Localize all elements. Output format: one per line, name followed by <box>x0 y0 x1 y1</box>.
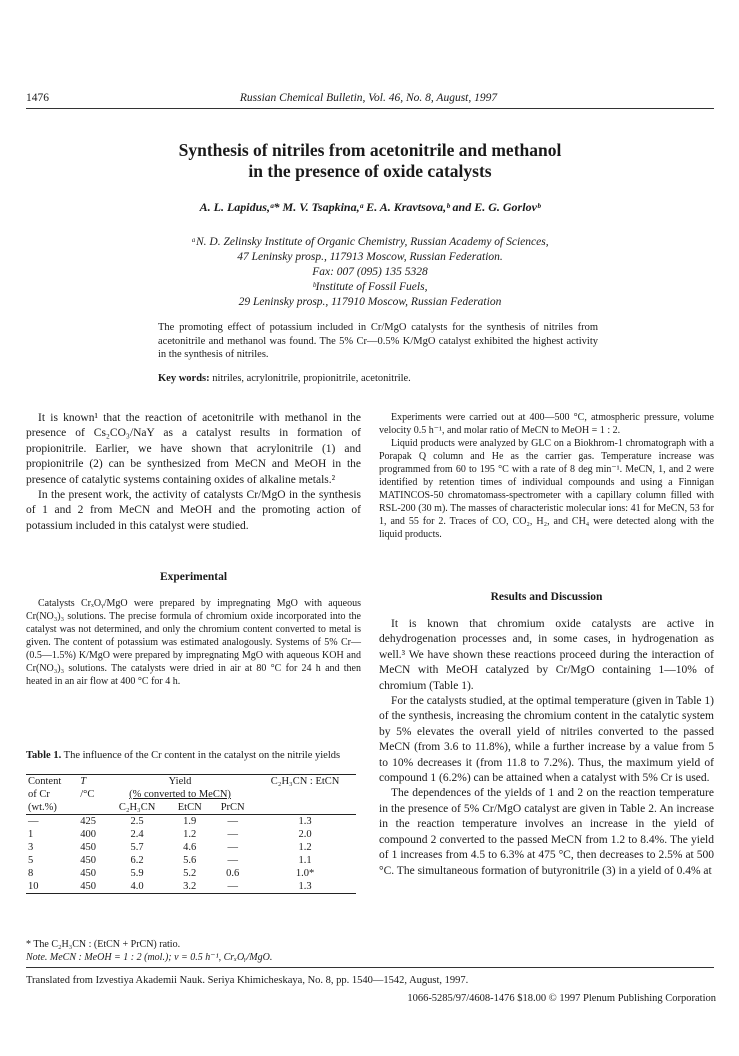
paragraph: For the catalysts studied, at the optimal temperature (given in Table 1) of the synthesis, increasing the chromium content in the catalytic system by 5% elevates the overall yield of nitriles converted to the passed MeCN (from 3.6 to 11.8%), while a further increase by a value from 5 to 10% decreases it (from 11.8 to 7.2%). Thus, the maximum yield of compound 1 (6.2%) can be attained when a catalyst with 5% Cr is used. <box>379 695 714 785</box>
table-caption-text: The influence of the Cr content in the catalyst on the nitrile yields <box>63 750 341 761</box>
table-header-row: of Cr /°C (% converted to MeCN) <box>28 789 231 800</box>
affiliations <box>80 235 660 310</box>
abstract: The promoting effect of potassium included in Cr/MgO catalysts for the synthesis of nitriles from acetonitrile and methanol was found. The 5% Cr—0.5% K/MgO catalyst exhibited the highest activity in the synthesis of nitriles. <box>158 322 598 360</box>
paragraph: It is known¹ that the reaction of acetonitrile with methanol in the presence of Cs₂CO₃/NaY as a catalyst results in formation of propionitrile. Earlier, we have shown that acrylonitrile (1) and propionitrile (2) can be synthesized from MeCN and MeOH in the presence of catalytic systems containing oxides of alkaline metals.² <box>26 412 361 486</box>
paragraph: It is known that chromium oxide catalysts are active in dehydrogenation processes and, in some cases, in hydrogenation as well.³ We have shown these reactions proceed during the interaction of MeCN with MeOH catalyzed by Cr/MgO containing 1—10% of chromium (Table 1). <box>379 618 714 692</box>
table-label: Table 1. <box>26 750 62 761</box>
table-row: 3 450 5.7 4.6 — 1.2 <box>28 842 312 853</box>
running-header <box>26 92 711 108</box>
article-title: Synthesis of nitriles from acetonitrile and methanol in the presence of oxide catalysts <box>178 140 562 181</box>
table-row: 10 450 4.0 3.2 — 1.3 <box>26 880 356 894</box>
table-row: 5 450 6.2 5.6 — 1.1 <box>28 855 312 866</box>
keywords-label: Key words: <box>158 373 210 384</box>
affiliation-line: 47 Leninsky prosp., 117913 Moscow, Russian Federation. <box>237 251 503 263</box>
affiliation-line: Fax: 007 (095) 135 5328 <box>312 266 428 278</box>
journal-citation: Russian Chemical Bulletin, Vol. 46, No. 8, August, 1997 <box>239 92 498 104</box>
paragraph: Catalysts CrₓOᵧ/MgO were prepared by impregnating MgO with aqueous Cr(NO₃)₃ solutions. The precise formula of chromium oxide incorporated into the catalyst was not determined, and only the chromium content converted to metal is given. The content of potassium was estimated analogously. Systems of 5% Cr—(0.5—1.5%) K/MgO were prepared by impregnating MgO with aqueous KOH and Cr(NO₃)₃ solutions. The catalysts were dried in air at 80 °C for 24 h and then heated in an air flow at 400 °C for 4 h. <box>26 598 361 687</box>
affiliation-line: ᵃN. D. Zelinsky Institute of Organic Chemistry, Russian Academy of Sciences, <box>191 236 549 248</box>
paragraph: Experiments were carried out at 400—500 °C, atmospheric pressure, volume velocity 0.5 h⁻¹, and molar ratio of MeCN to MeOH = 1 : 2. <box>379 412 714 436</box>
results-heading: Results and Discussion <box>490 591 603 603</box>
right-column-experimental <box>379 411 714 541</box>
data-table <box>26 774 356 894</box>
translation-note: Translated from Izvestiya Akademii Nauk. Seriya Khimicheskaya, No. 8, pp. 1540—1542, August, 1997. <box>26 975 469 986</box>
experimental-section <box>26 597 361 688</box>
keywords <box>158 373 598 384</box>
page-number: 1476 <box>26 92 49 104</box>
paragraph: Liquid products were analyzed by GLC on a Biokhrom-1 chromatograph with a Porapak Q column and He as the carrier gas. Temperature increase was programmed from 60 to 195 °C with a rate of 8 deg min⁻¹. MeCN, 1, and 2 were identified by retention times of individual compounds and using a Finnigan MATINCOS-50 chromatomass-spectrometer with a capillary column filled with RSL-200 (30 m). The masses of characteristic molecular ions: 41 for MeCN, 53 for 1, and 55 for 2. Traces of CO, CO₂, H₂, and CH₄ were detected along with the liquid products. <box>379 438 714 540</box>
table-row: — 425 2.5 1.9 — 1.3 <box>28 816 312 827</box>
table-header-row: Content T Yield C₂H₃CN : EtCN <box>26 775 356 789</box>
table-caption <box>26 749 356 762</box>
paragraph: In the present work, the activity of catalysts Cr/MgO in the synthesis of 1 and 2 from MeCN and MeOH and the promoting action of potassium included in this catalyst were studied. <box>26 489 361 532</box>
results-section <box>379 617 714 879</box>
table-row: 1 400 2.4 1.2 — 2.0 <box>28 829 312 840</box>
footer-rule <box>26 967 714 968</box>
keywords-text: nitriles, acrylonitrile, propionitrile, acetonitrile. <box>212 373 411 384</box>
experimental-heading: Experimental <box>159 571 228 583</box>
table-header-row: (wt.%) C₂H₃CN EtCN PrCN <box>26 801 356 815</box>
affiliation-line: 29 Leninsky prosp., 117910 Moscow, Russian Federation <box>238 296 502 308</box>
author-list: A. L. Lapidus,ᵃ* M. V. Tsapkina,ᵃ E. A. Kravtsova,ᵇ and E. G. Gorlovᵇ <box>199 200 541 214</box>
affiliation-line: ᵇInstitute of Fossil Fuels, <box>312 281 428 293</box>
table-row: 8 450 5.9 5.2 0.6 1.0* <box>28 868 315 879</box>
header-rule <box>26 108 714 109</box>
table-note: Note. MeCN : MeOH = 1 : 2 (mol.); v = 0.5 h⁻¹, CrₓOᵧ/MgO. <box>26 952 273 963</box>
table-footnote: * The C₂H₃CN : (EtCN + PrCN) ratio. <box>26 939 181 950</box>
left-column-intro <box>26 411 361 534</box>
paragraph: The dependences of the yields of 1 and 2 on the reaction temperature in the presence of 5% Cr/MgO catalyst are given in Table 2. An increase in the reaction temperature involves an increase in the yield of compound 2 converted to the passed MeCN from 1.2 to 8.4%. The yield of 1 increases from 4.5 to 6.3% at 475 °C, then decreases to 2.5% at 500 °C. The simultaneous formation of butyronitrile (3) in a yield of 0.4% at <box>379 787 714 877</box>
table-notes <box>26 938 361 964</box>
copyright-line: 1066-5285/97/4608-1476 $18.00 © 1997 Plenum Publishing Corporation <box>407 993 716 1004</box>
